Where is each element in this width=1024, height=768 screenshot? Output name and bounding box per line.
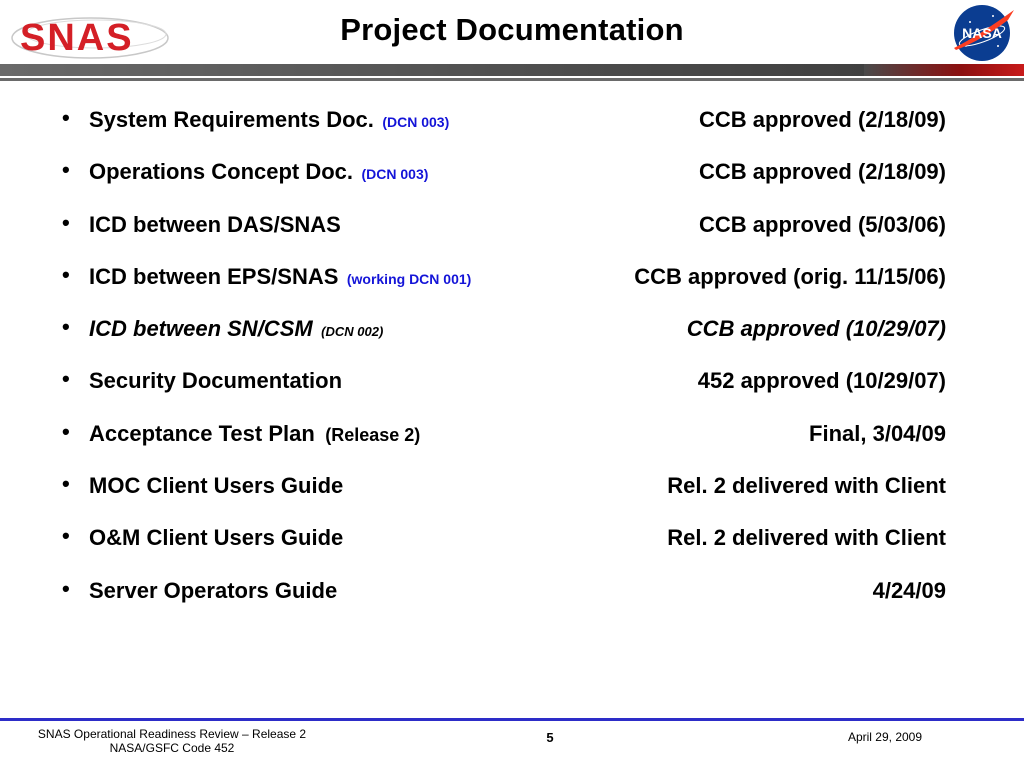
list-item — [0, 200, 1024, 252]
item-status: CCB approved (orig. 11/15/06) — [634, 263, 946, 289]
page-number: 5 — [546, 730, 554, 745]
page-title: Project Documentation — [340, 12, 684, 47]
bullet: • — [62, 314, 70, 340]
bullet: • — [62, 471, 70, 497]
footer-date: April 29, 2009 — [847, 730, 923, 744]
item-left — [89, 421, 420, 447]
item-status: Final, 3/04/09 — [809, 420, 946, 446]
item-left — [89, 316, 383, 342]
list-item — [0, 409, 1024, 461]
bullet: • — [62, 209, 70, 235]
item-label: Security Documentation — [89, 368, 343, 394]
bullet: • — [62, 157, 70, 183]
item-note: (working DCN 001) — [346, 270, 472, 287]
item-label: ICD between SN/CSM — [89, 316, 313, 342]
svg-text:NASA: NASA — [962, 25, 1002, 41]
item-status: Rel. 2 delivered with Client — [667, 525, 946, 551]
list-item — [0, 461, 1024, 513]
list-item — [0, 304, 1024, 356]
item-left — [89, 264, 471, 290]
bullet: • — [62, 418, 70, 444]
item-status: 452 approved (10/29/07) — [697, 368, 946, 394]
item-note: (DCN 002) — [321, 324, 384, 340]
item-status: 4/24/09 — [872, 577, 946, 603]
item-status: CCB approved (2/18/09) — [699, 159, 946, 185]
item-status: CCB approved (10/29/07) — [686, 316, 946, 342]
footer-divider-line — [0, 718, 1024, 721]
item-left — [89, 159, 428, 185]
item-label: Server Operators Guide — [89, 577, 338, 603]
item-left — [89, 107, 449, 133]
list-item — [0, 513, 1024, 565]
svg-text:SNAS: SNAS — [20, 17, 134, 59]
item-label: O&M Client Users Guide — [89, 525, 344, 551]
bullet: • — [62, 523, 70, 549]
item-label: ICD between EPS/SNAS — [89, 263, 339, 289]
item-note: (Release 2) — [325, 424, 421, 445]
item-label: System Requirements Doc. — [89, 107, 374, 132]
bullet: • — [62, 575, 70, 601]
footer-caption-line2: NASA/GSFC Code 452 — [109, 741, 235, 755]
bullet: • — [62, 261, 70, 287]
bullet: • — [62, 366, 70, 392]
footer-caption-line1: SNAS Operational Readiness Review – Release 2 — [37, 727, 307, 741]
list-item — [0, 95, 1024, 147]
header-accent-bar — [864, 64, 1024, 76]
list-item — [0, 147, 1024, 199]
item-label: Operations Concept Doc. — [89, 159, 354, 185]
item-left — [89, 212, 341, 238]
item-note: (DCN 003) — [361, 166, 429, 183]
list-item — [0, 356, 1024, 408]
item-status: CCB approved (5/03/06) — [699, 211, 946, 237]
item-status: CCB approved (2/18/09) — [699, 107, 946, 132]
item-label: ICD between DAS/SNAS — [89, 211, 341, 237]
bullet: • — [62, 105, 70, 130]
slide-header — [0, 0, 1024, 80]
item-label: Acceptance Test Plan — [89, 420, 315, 446]
header-divider-line — [0, 78, 1024, 81]
item-label: MOC Client Users Guide — [89, 473, 344, 499]
item-left — [89, 578, 337, 604]
list-item — [0, 252, 1024, 304]
list-item — [0, 566, 1024, 618]
nasa-logo-icon — [948, 2, 1018, 62]
item-note: (DCN 003) — [382, 114, 450, 130]
footer-caption — [12, 727, 332, 755]
item-left — [89, 525, 343, 551]
item-left — [89, 473, 343, 499]
item-status: Rel. 2 delivered with Client — [667, 473, 946, 499]
document-list — [0, 95, 1024, 618]
item-left — [89, 368, 342, 394]
